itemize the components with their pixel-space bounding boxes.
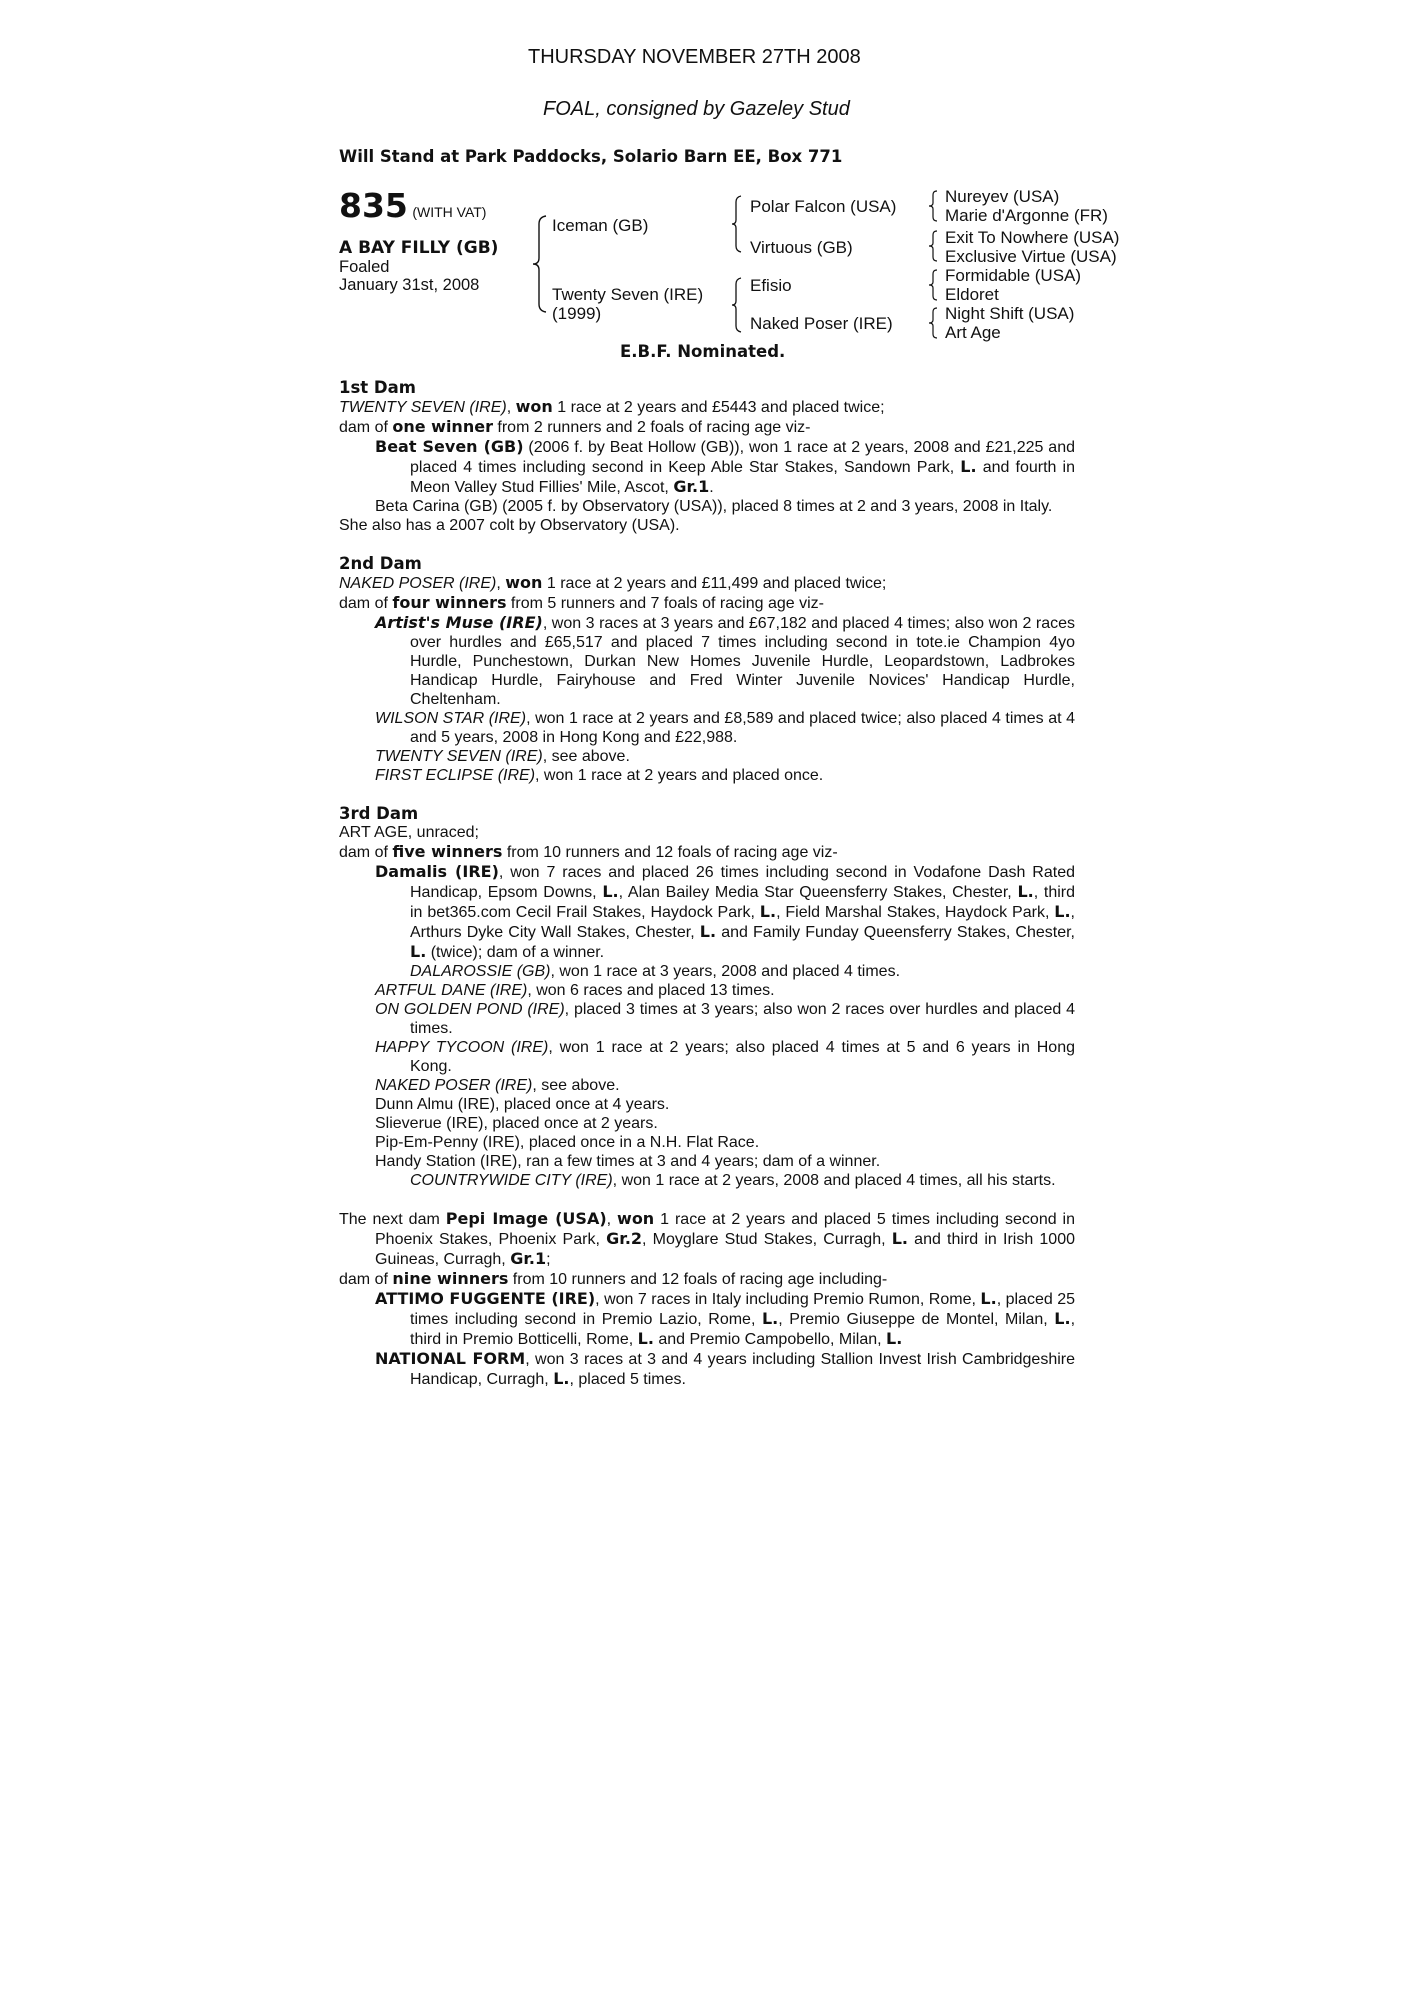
produce-rest: from 10 runners and 12 foals of racing age including- <box>508 1271 888 1288</box>
listed-mark: L. <box>553 1369 570 1388</box>
produce-entry-pip-em-penny: Pip-Em-Penny (IRE), placed once in a N.H. Flat Race. <box>375 1134 760 1151</box>
produce-entry-national-form <box>339 1349 1075 1389</box>
pedigree-brace-g3 <box>926 268 940 302</box>
produce-entry-attimo-fuggente <box>339 1289 1075 1349</box>
produce-prefix: dam of <box>339 844 393 861</box>
section-gap <box>339 1190 1075 1209</box>
produce-entry-handy-station: Handy Station (IRE), ran a few times at 3 and 4 years; dam of a winner. <box>375 1153 881 1170</box>
dam-name: Pepi Image (USA) <box>445 1209 607 1228</box>
produce-entry-happy-tycoon <box>339 1038 1075 1076</box>
first-dam-note: She also has a 2007 colt by Observatory (USA). <box>339 517 680 534</box>
entry-text: , see above. <box>542 748 630 765</box>
entry-text: and fourth in Meon Valley Stud Fillies' Mile, Ascot, <box>410 459 1076 496</box>
next-dam-prefix: The next dam <box>339 1211 446 1228</box>
horse-name: Damalis (IRE) <box>375 862 499 881</box>
listed-mark: L. <box>761 1309 779 1328</box>
produce-entry-dalarossie <box>339 962 1075 981</box>
pedigree-dam-year: (1999) <box>552 304 602 323</box>
winner-count: nine winners <box>392 1269 509 1288</box>
vat-note: (WITH VAT) <box>412 204 487 220</box>
next-dam-line <box>339 1209 1075 1269</box>
entry-text: . <box>709 479 714 496</box>
produce-rest: from 10 runners and 12 foals of racing age viz- <box>502 844 838 861</box>
pedigree-brace-g1 <box>926 189 940 223</box>
produce-entry-damalis <box>339 862 1075 962</box>
produce-entry-beta-carina: Beta Carina (GB) (2005 f. by Observatory (USA)), placed 8 times at 2 and 3 years, 2008 in Italy. <box>375 498 1053 515</box>
first-dam-line: TWENTY SEVEN (IRE), won 1 race at 2 years and £5443 and placed twice; <box>339 397 885 416</box>
winner-count: one winner <box>392 417 493 436</box>
entry-text: , won 7 races in Italy including Premio Rumon, Rome, <box>595 1291 981 1308</box>
pedigree-brace-dam <box>729 276 745 334</box>
pedigree-brace-sire <box>729 194 745 254</box>
listed-mark: L. <box>410 942 427 961</box>
horse-name: ON GOLDEN POND (IRE) <box>375 1001 565 1018</box>
second-dam-produce-line <box>339 593 1075 613</box>
produce-entry-artful-dane <box>339 981 1075 1000</box>
horse-name: WILSON STAR (IRE) <box>375 710 527 727</box>
horse-name: HAPPY TYCOON (IRE) <box>375 1039 549 1056</box>
produce-entry-beat-seven <box>339 437 1075 497</box>
entry-text: , see above. <box>532 1077 620 1094</box>
listed-mark: L. <box>1017 882 1034 901</box>
produce-entry-countrywide-city <box>339 1171 1075 1190</box>
horse-name: TWENTY SEVEN (IRE) <box>375 748 543 765</box>
won-label: won <box>515 397 553 416</box>
listed-mark: L. <box>602 882 619 901</box>
entry-text: (2006 f. by Beat Hollow (GB)), won 1 race at 2 years, 2008 and £21,225 and placed 4 times including second in Keep Able Star Stakes, Sandown Park, <box>410 439 1075 476</box>
winner-count: four winners <box>392 593 507 612</box>
horse-name: ARTFUL DANE (IRE) <box>375 982 528 999</box>
dam-record: 1 race at 2 years and £11,499 and placed twice; <box>542 575 887 592</box>
pedigree-gg8: Art Age <box>945 323 1001 342</box>
horse-name: NAKED POSER (IRE) <box>375 1077 533 1094</box>
entry-text: , <box>606 1211 618 1228</box>
pedigree-brace-g4 <box>926 306 940 340</box>
sale-date: THURSDAY NOVEMBER 27TH 2008 <box>528 46 861 68</box>
entry-text: , won 6 races and placed 13 times. <box>527 982 775 999</box>
pedigree-gg1: Nureyev (USA) <box>945 187 1060 206</box>
lot-heading <box>339 186 486 225</box>
listed-mark: L. <box>1054 1309 1071 1328</box>
horse-name: NATIONAL FORM <box>375 1349 526 1368</box>
entry-text: , won 3 races at 3 and 4 years including Stallion Invest Irish Cambridgeshire Handicap, Curragh, <box>410 1351 1075 1388</box>
entry-text: , placed 3 times at 3 years; also won 2 races over hurdles and placed 4 times. <box>410 1001 1075 1037</box>
pedigree-sire-dam: Virtuous (GB) <box>750 238 853 257</box>
horse-name: Artist's Muse (IRE) <box>375 613 543 632</box>
pedigree-sire-sire: Polar Falcon (USA) <box>750 197 897 216</box>
horse-name: COUNTRYWIDE CITY (IRE) <box>410 1172 613 1189</box>
pedigree-gg6: Eldoret <box>945 285 999 304</box>
entry-text: , won 1 race at 2 years and £8,589 and placed twice; also placed 4 times at 4 and 5 years, 2008 in Hong Kong and £22,988. <box>410 710 1076 746</box>
horse-name: Beat Seven (GB) <box>375 437 524 456</box>
entry-text: , placed 5 times. <box>569 1371 686 1388</box>
pedigree-dam: Twenty Seven (IRE) <box>552 285 704 304</box>
entry-text: , won 3 races at 3 years and £67,182 and placed 4 times; also won 2 races over hurdles and £65,517 and placed 7 times including second in tote.ie Champion 4yo Hurdle, Punchestown, Durkan New Homes Juvenile Hurdle, Leopardstown, Ladbrokes Handicap Hurdle, Fairyhouse and Fred Winter Juvenile Novices' Handicap Hurdle, Cheltenham. <box>410 615 1076 708</box>
ebf-nominated: E.B.F. Nominated. <box>620 342 786 361</box>
listed-mark: L. <box>891 1229 908 1248</box>
lot-number: 835 <box>339 186 408 225</box>
entry-text: , third in Premio Botticelli, Rome, <box>410 1311 1076 1348</box>
dam-name: TWENTY SEVEN (IRE) <box>339 399 507 416</box>
entry-text: , won 1 race at 2 years; also placed 4 times at 5 and 6 years in Hong Kong. <box>410 1039 1075 1075</box>
pedigree-gg7: Night Shift (USA) <box>945 304 1075 323</box>
produce-prefix: dam of <box>339 595 393 612</box>
consignment-line: FOAL, consigned by Gazeley Stud <box>543 98 850 120</box>
pedigree-dam-sire: Efisio <box>750 276 792 295</box>
produce-entry-slieverue: Slieverue (IRE), placed once at 2 years. <box>375 1115 658 1132</box>
entry-text: , won 1 race at 3 years, 2008 and placed 4 times. <box>550 963 901 980</box>
entry-text: (twice); dam of a winner. <box>426 944 605 961</box>
produce-rest: from 5 runners and 7 foals of racing age viz- <box>506 595 824 612</box>
listed-mark: L. <box>699 922 717 941</box>
horse-name: FIRST ECLIPSE (IRE) <box>375 767 536 784</box>
pedigree-gg3: Exit To Nowhere (USA) <box>945 228 1120 247</box>
pedigree-dam-dam: Naked Poser (IRE) <box>750 314 893 333</box>
pedigree-sire: Iceman (GB) <box>552 216 649 235</box>
third-dam-produce-line <box>339 842 1075 862</box>
produce-prefix: dam of <box>339 1271 393 1288</box>
won-label: won <box>617 1209 655 1228</box>
first-dam-heading: 1st Dam <box>339 378 416 397</box>
pedigree-gg2: Marie d'Argonne (FR) <box>945 206 1108 225</box>
produce-entry-wilson-star <box>339 709 1075 747</box>
lot-description: A BAY FILLY (GB) <box>339 238 499 258</box>
entry-text: , placed 25 times including second in Premio Lazio, Rome, <box>410 1291 1076 1328</box>
produce-entry-dunn-almu: Dunn Almu (IRE), placed once at 4 years. <box>375 1096 670 1113</box>
listed-mark: L. <box>960 457 977 476</box>
group-mark: Gr.1 <box>673 477 710 496</box>
next-dam-produce-line <box>339 1269 1075 1289</box>
entry-text: , Moyglare Stud Stakes, Curragh, <box>642 1231 892 1248</box>
entry-text: , won 7 races and placed 26 times including second in Vodafone Dash Rated Handicap, Epsom Downs, <box>410 864 1076 901</box>
listed-mark: L. <box>1054 902 1071 921</box>
entry-text: , third in bet365.com Cecil Frail Stakes, Haydock Park, <box>410 884 1076 921</box>
foaled-label: Foaled <box>339 258 390 276</box>
listed-mark: L. <box>759 902 777 921</box>
catalogue-body <box>339 378 1075 1389</box>
listed-mark: L. <box>637 1329 654 1348</box>
pedigree-gg5: Formidable (USA) <box>945 266 1082 285</box>
produce-prefix: dam of <box>339 419 393 436</box>
entry-text: and third in Irish 1000 Guineas, Curragh, <box>375 1231 1076 1268</box>
entry-text: , won 1 race at 2 years, 2008 and placed 4 times, all his starts. <box>612 1172 1056 1189</box>
listed-mark: L. <box>980 1289 997 1308</box>
pedigree-brace-g2 <box>926 229 940 263</box>
entry-text: , Field Marshal Stakes, Haydock Park, <box>776 904 1055 921</box>
group-mark: Gr.1 <box>510 1249 547 1268</box>
third-dam-heading: 3rd Dam <box>339 804 419 823</box>
horse-name: ATTIMO FUGGENTE (IRE) <box>375 1289 596 1308</box>
third-dam-line: ART AGE, unraced; <box>339 824 479 841</box>
entry-text: and Premio Campobello, Milan, <box>653 1331 887 1348</box>
foaled-date: January 31st, 2008 <box>339 276 480 294</box>
horse-name: DALAROSSIE (GB) <box>410 963 551 980</box>
dam-name: NAKED POSER (IRE) <box>339 575 497 592</box>
stand-location: Will Stand at Park Paddocks, Solario Barn EE, Box 771 <box>339 147 843 166</box>
listed-mark: L. <box>886 1329 903 1348</box>
entry-text: , Arthurs Dyke City Wall Stakes, Chester, <box>410 904 1075 941</box>
second-dam-line: NAKED POSER (IRE), won 1 race at 2 years and £11,499 and placed twice; <box>339 573 887 592</box>
winner-count: five winners <box>392 842 503 861</box>
pedigree-gg4: Exclusive Virtue (USA) <box>945 247 1117 266</box>
entry-text: , won 1 race at 2 years and placed once. <box>535 767 824 784</box>
pedigree-brace-main <box>530 214 552 314</box>
produce-entry-naked-poser <box>339 1076 1075 1095</box>
entry-text: ; <box>546 1251 551 1268</box>
produce-entry-on-golden-pond <box>339 1000 1075 1038</box>
entry-text: 1 race at 2 years and placed 5 times including second in Phoenix Stakes, Phoenix Park, <box>375 1211 1076 1248</box>
entry-text: , Premio Giuseppe de Montel, Milan, <box>778 1311 1055 1328</box>
second-dam-heading: 2nd Dam <box>339 554 422 573</box>
entry-text: and Family Funday Queensferry Stakes, Chester, <box>716 924 1075 941</box>
dam-record: 1 race at 2 years and £5443 and placed twice; <box>552 399 885 416</box>
produce-rest: from 2 runners and 2 foals of racing age viz- <box>492 419 811 436</box>
first-dam-produce-line <box>339 417 1075 437</box>
produce-entry-first-eclipse <box>339 766 1075 785</box>
won-label: won <box>505 573 543 592</box>
produce-entry-twenty-seven <box>339 747 1075 766</box>
group-mark: Gr.2 <box>606 1229 643 1248</box>
produce-entry-artists-muse <box>339 613 1075 709</box>
entry-text: , Alan Bailey Media Star Queensferry Stakes, Chester, <box>618 884 1018 901</box>
